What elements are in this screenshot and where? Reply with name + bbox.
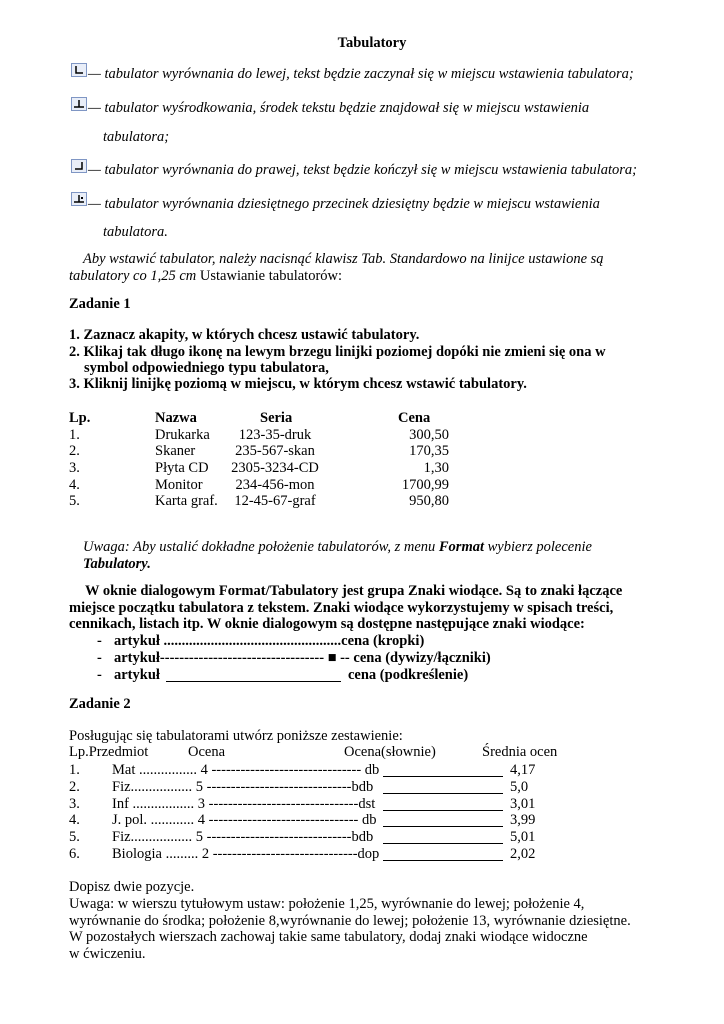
leader-underline-a: artykuł [114,667,160,683]
table1-row3-nazwa: Płyta CD [155,460,209,476]
footer-line-1: Dopisz dwie pozycje. [69,879,195,895]
table1-row5-lp: 5. [69,493,80,509]
tab-right-desc: — tabulator wyrównania do prawej, tekst będzie kończył się w miejscu wstawienia tabulatora; [88,162,637,178]
intro-line-2 [69,269,342,284]
uwaga-a: Uwaga: Aby ustalić dokładne położenie tabulatorów, z menu [83,539,439,555]
table1-row1-lp: 1. [69,427,80,443]
leader-dash-3: - [97,667,102,683]
table2-row1-underline [383,776,503,777]
table2-row4-text: J. pol. ............ 4 ------------------------------- db [112,812,377,828]
table2-row2-lp: 2. [69,779,80,795]
zadanie1-step-2b: symbol odpowiedniego typu tabulatora, [84,360,329,376]
table2-row3-text: Inf ................. 3 -------------------------------dst [112,796,376,812]
table1-row4-lp: 4. [69,477,80,493]
zadanie2-intro: Posługując się tabulatorami utwórz poniższe zestawienie: [69,728,403,744]
table2-header-slownie: Ocena(słownie) [344,744,436,760]
table2-row2-underline [383,793,503,794]
table1-row1-seria: 123-35-druk [238,427,312,443]
table1-row2-nazwa: Skaner [155,443,196,459]
leader-dash-2: - [97,650,102,666]
paragraph-line-1: W oknie dialogowym Format/Tabulatory jest grupa Znaki wiodące. Są to znaki łączące [85,583,623,599]
uwaga-format: Format [438,539,485,555]
table2-header-ocena: Ocena [188,744,226,760]
table1-row4-nazwa: Monitor [155,477,203,493]
table2-row2-avg: 5,0 [510,779,529,795]
table2-row5-lp: 5. [69,829,80,845]
table2-row6-underline [383,860,503,861]
tab-center-desc: — tabulator wyśrodkowania, środek tekstu będzie znajdował się w miejscu wstawienia [88,100,590,116]
table1-row5-nazwa: Karta graf. [155,493,218,509]
footer-line-4: W pozostałych wierszach zachowaj takie same tabulatory, dodaj znaki wiodące widoczne [69,929,588,945]
right-tab-icon [71,159,87,173]
uwaga-tabulatory: Tabulatory. [83,556,151,572]
table1-row2-seria: 235-567-skan [235,443,315,459]
table1-row4-cena: 1700,99 [401,477,449,493]
zadanie1-heading: Zadanie 1 [69,296,131,312]
left-tab-icon [71,63,87,77]
uwaga-line-1 [83,540,592,555]
table2-row4-underline [383,826,503,827]
zadanie1-step-1: 1. Zaznacz akapity, w których chcesz ustawić tabulatory. [69,327,420,343]
leader-underline-line [166,681,341,682]
decimal-tab-icon [71,192,87,206]
table1-row5-cena: 950,80 [409,493,449,509]
leader-dashes: artykuł---------------------------------- ■ -- cena (dywizy/łączniki) [114,650,491,666]
table1-header-nazwa: Nazwa [155,410,197,426]
table1-row3-seria: 2305-3234-CD [231,460,319,476]
zadanie2-heading: Zadanie 2 [69,696,131,712]
table2-row6-lp: 6. [69,846,80,862]
table2-row2-text: Fiz................. 5 ------------------------------bdb [112,779,374,795]
zadanie1-step-2: 2. Klikaj tak długo ikonę na lewym brzegu linijki poziomej dopóki nie zmieni się ona w [69,344,606,360]
table2-row3-lp: 3. [69,796,80,812]
table1-row5-seria: 12-45-67-graf [234,493,316,509]
table2-header-srednia: Średnia ocen [482,744,558,760]
table1-row2-cena: 170,35 [409,443,449,459]
table2-header-przedmiot: Lp.Przedmiot [69,744,149,760]
tab-center-desc-2: tabulatora; [103,129,170,145]
table1-row3-cena: 1,30 [423,460,449,476]
leader-dots: artykuł .................................................cena (kropki) [114,633,425,649]
zadanie1-step-3: 3. Kliknij linijkę poziomą w miejscu, w którym chcesz wstawić tabulatory. [69,376,527,392]
table2-row3-underline [383,810,503,811]
table2-row4-avg: 3,99 [510,812,536,828]
table1-header-cena: Cena [398,410,431,426]
table2-row4-lp: 4. [69,812,80,828]
table2-row1-avg: 4,17 [510,762,536,778]
leader-underline-b: cena (podkreślenie) [348,667,469,683]
table2-row1-text: Mat ................ 4 ------------------------------- db [112,762,380,778]
table2-row1-lp: 1. [69,762,80,778]
leader-dash-1: - [97,633,102,649]
tab-decimal-desc-2: tabulatora. [103,224,168,240]
page-title: Tabulatory [337,35,407,51]
table1-row1-nazwa: Drukarka [155,427,210,443]
tab-left-desc: — tabulator wyrównania do lewej, tekst będzie zaczynał się w miejscu wstawienia tabulatora; [88,66,634,82]
table2-row5-underline [383,843,503,844]
uwaga-c: wybierz polecenie [484,539,592,555]
table1-row1-cena: 300,50 [409,427,449,443]
paragraph-line-3: cennikach, listach itp. W oknie dialogowym są dostępne następujące znaki wiodące: [69,616,585,632]
table2-row6-text: Biologia ......... 2 ------------------------------dop [112,846,380,862]
paragraph-line-2: miejsce początku tabulatora z tekstem. Znaki wiodące wykorzystujemy w spisach treści, [69,600,614,616]
footer-line-3: wyrównanie do środka; położenie 8,wyrównanie do lewej; położenie 13, wyrównanie dziesiętne. [69,913,631,929]
table2-row5-text: Fiz................. 5 ------------------------------bdb [112,829,374,845]
table1-row2-lp: 2. [69,443,80,459]
intro-line-2-normal: Ustawianie tabulatorów: [196,268,343,284]
table1-row3-lp: 3. [69,460,80,476]
footer-line-5: w ćwiczeniu. [69,946,146,962]
table2-row6-avg: 2,02 [510,846,536,862]
footer-line-2: Uwaga: w wierszu tytułowym ustaw: położenie 1,25, wyrównanie do lewej; położenie 4, [69,896,585,912]
table1-row4-seria: 234-456-mon [235,477,315,493]
table1-header-lp: Lp. [69,410,91,426]
table2-row5-avg: 5,01 [510,829,536,845]
tab-decimal-desc: — tabulator wyrównania dziesiętnego przecinek dziesiętny będzie w miejscu wstawienia [88,196,600,212]
intro-line-2-italic: tabulatory co 1,25 cm [69,268,197,284]
table2-row3-avg: 3,01 [510,796,536,812]
table1-header-seria: Seria [260,410,293,426]
center-tab-icon [71,97,87,111]
intro-line-1: Aby wstawić tabulator, należy nacisnąć klawisz Tab. Standardowo na linijce ustawione są [83,251,604,267]
